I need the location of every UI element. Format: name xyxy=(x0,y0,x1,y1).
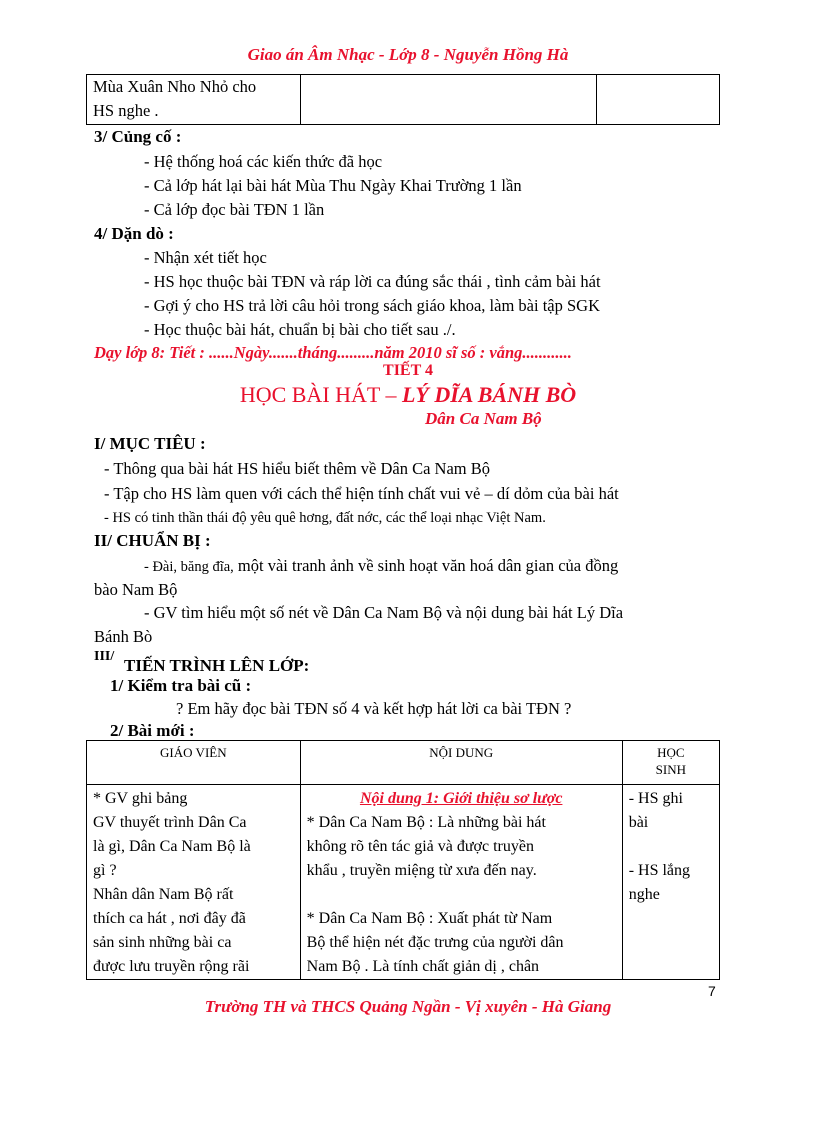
chuan-bi-item1 xyxy=(144,556,618,576)
title-prefix: HỌC BÀI HÁT xyxy=(239,382,380,407)
nd-line: không rõ tên tác giả và được truyền xyxy=(306,838,534,855)
hs-line: bài xyxy=(628,814,649,831)
day-lop-line: Dạy lớp 8: Tiết : ......Ngày.......tháng.........năm 2010 sĩ số : vắng............ xyxy=(94,343,572,362)
nd-line: Nam Bộ . Là tính chất giản dị , chân xyxy=(306,958,540,975)
top-table xyxy=(86,74,720,125)
nd-line: Bộ thể hiện nét đặc trưng của người dân xyxy=(306,934,564,951)
nd-line: * Dân Ca Nam Bộ : Xuất phát từ Nam xyxy=(306,910,553,927)
hs-line: - HS ghi xyxy=(628,790,683,807)
dan-do-item: - Gợi ý cho HS trả lời câu hỏi trong sách giáo khoa, làm bài tập SGK xyxy=(144,296,600,315)
header-noi-dung: NỘI DUNG xyxy=(300,741,622,785)
kiem-tra-question: ? Em hãy đọc bài TĐN số 4 và kết hợp hát lời ca bài TĐN ? xyxy=(176,699,572,718)
title-song: LÝ DĨA BÁNH BÒ xyxy=(401,382,577,407)
hs-cell xyxy=(622,785,719,980)
header-hoc: HỌC xyxy=(657,745,685,760)
muc-tieu-item: - HS có tinh thần thái độ yêu quê hơng, đất nớc, các thể loại nhạc Việt Nam. xyxy=(104,510,546,526)
muc-tieu-heading: I/ MỤC TIÊU : xyxy=(94,434,206,453)
chuan-bi-item1-a: - Đài, băng đĩa, xyxy=(144,559,234,575)
gv-line: được lưu truyền rộng rãi xyxy=(93,958,250,975)
muc-tieu-item: - Tập cho HS làm quen với cách thể hiện tính chất vui vẻ – dí dỏm của bài hát xyxy=(104,484,619,503)
page-number: 7 xyxy=(708,983,716,999)
lesson-table xyxy=(86,740,720,980)
top-table-col3 xyxy=(596,75,719,125)
nd-line: khẩu , truyền miệng từ xưa đến nay. xyxy=(306,862,537,879)
gv-line: sản sinh những bài ca xyxy=(93,934,232,951)
lesson-title xyxy=(0,382,816,408)
chuan-bi-item1-b: một vài tranh ảnh về sinh hoạt văn hoá dân gian của đồng xyxy=(233,556,619,575)
gv-cell xyxy=(87,785,301,980)
hs-line: nghe xyxy=(628,886,660,903)
gv-line: là gì, Dân Ca Nam Bộ là xyxy=(93,838,251,855)
top-table-col2 xyxy=(300,75,596,125)
gv-line: GV thuyết trình Dân Ca xyxy=(93,814,247,831)
hs-line xyxy=(629,835,713,859)
cung-co-item: - Hệ thống hoá các kiến thức đã học xyxy=(144,152,383,171)
gv-line: * GV ghi bảng xyxy=(93,790,188,807)
header-giao-vien: GIÁO VIÊN xyxy=(87,741,301,785)
gv-line: gì ? xyxy=(93,862,117,879)
cung-co-item: - Cả lớp đọc bài TĐN 1 lần xyxy=(144,200,325,219)
header-sinh: SINH xyxy=(655,762,687,777)
title-dash: – xyxy=(379,382,402,407)
gv-line: thích ca hát , nơi đây đã xyxy=(93,910,246,927)
tiet-label: TIẾT 4 xyxy=(383,362,433,379)
header-hoc-sinh xyxy=(622,741,719,785)
dan-do-item: - Học thuộc bài hát, chuẩn bị bài cho tiết sau ./. xyxy=(144,320,456,339)
chuan-bi-item2-cont: Bánh Bò xyxy=(94,627,153,646)
top-cell-line: HS nghe . xyxy=(93,101,159,120)
cung-co-item: - Cả lớp hát lại bài hát Mùa Thu Ngày Khai Trường 1 lần xyxy=(144,176,522,195)
hs-line: - HS lắng xyxy=(628,862,691,879)
gv-line: Nhân dân Nam Bộ rất xyxy=(93,886,234,903)
dan-do-item: - Nhận xét tiết học xyxy=(144,248,267,267)
chuan-bi-item2: - GV tìm hiểu một số nét về Dân Ca Nam Bộ và nội dung bài hát Lý Dĩa xyxy=(144,603,624,622)
dan-do-heading: 4/ Dặn dò : xyxy=(94,224,174,243)
cung-co-heading: 3/ Củng cố : xyxy=(94,127,182,146)
nd-line: * Dân Ca Nam Bộ : Là những bài hát xyxy=(306,814,546,831)
tien-trinh-heading: TIẾN TRÌNH LÊN LỚP: xyxy=(124,656,310,675)
tien-trinh-num: III/ xyxy=(94,649,115,664)
dan-do-item: - HS học thuộc bài TĐN và ráp lời ca đúng sắc thái , tình cảm bài hát xyxy=(144,272,601,291)
kiem-tra-heading: 1/ Kiểm tra bài cũ : xyxy=(110,676,252,695)
chuan-bi-heading: II/ CHUẨN BỊ : xyxy=(94,531,211,550)
top-cell-line: Mùa Xuân Nho Nhỏ cho xyxy=(93,77,257,96)
nd-heading: Nội dung 1: Giới thiệu sơ lược xyxy=(359,790,563,807)
bai-moi-heading: 2/ Bài mới : xyxy=(110,721,195,740)
nd-line xyxy=(307,883,616,907)
page-header: Giao án Âm Nhạc - Lớp 8 - Nguyễn Hồng Hà xyxy=(247,45,569,64)
chuan-bi-item1-cont: bào Nam Bộ xyxy=(94,580,178,599)
page-footer: Trường TH và THCS Quảng Ngần - Vị xuyên - Hà Giang xyxy=(204,997,612,1016)
nd-cell xyxy=(300,785,622,980)
muc-tieu-item: - Thông qua bài hát HS hiểu biết thêm về Dân Ca Nam Bộ xyxy=(104,459,490,478)
top-table-col1 xyxy=(87,75,301,125)
lesson-subtitle: Dân Ca Nam Bộ xyxy=(425,409,542,428)
